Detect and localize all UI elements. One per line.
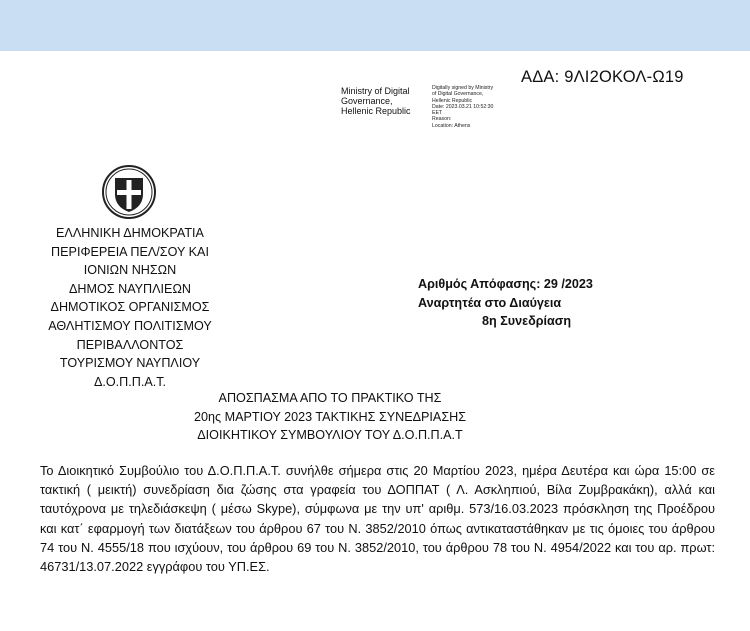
decision-posting: Αναρτητέα στο Διαύγεια (418, 295, 562, 310)
greek-coat-of-arms-icon (101, 164, 157, 220)
ada-code: ΑΔΑ: 9ΛΙ2ΟΚΟΛ-Ω19 (521, 68, 684, 86)
signer-line: Governance, (341, 96, 393, 106)
signature-detail-line: of Digital Governance, (432, 91, 484, 98)
decision-number: Αριθμός Απόφασης: 29 /2023 (418, 277, 593, 291)
issuer-line: ΠΕΡΙΒΑΛΛΟΝΤΟΣ (76, 337, 184, 352)
viewer-top-bar (0, 0, 750, 51)
signature-detail-line: Location: Athens (432, 122, 471, 129)
signature-detail-line: Hellenic Republic (432, 97, 473, 104)
title-line: ΑΠΟΣΠΑΣΜΑ ΑΠΟ ΤΟ ΠΡΑΚΤΙΚΟ ΤΗΣ (218, 391, 442, 405)
title-line: ΔΙΟΙΚΗΤΙΚΟΥ ΣΥΜΒΟΥΛΙΟΥ ΤΟΥ Δ.Ο.Π.Π.Α.Τ (197, 428, 463, 442)
signature-detail-line: EET (432, 110, 443, 117)
signature-detail-line: Date: 2023.03.21 10:52:30 (432, 103, 494, 110)
issuer-line: ΠΕΡΙΦΕΡΕΙΑ ΠΕΛ/ΣΟΥ ΚΑΙ (51, 244, 209, 259)
issuer-line: ΤΟΥΡΙΣΜΟΥ ΝΑΥΠΛΙΟΥ (59, 356, 201, 371)
issuer-line: ΙΟΝΙΩΝ ΝΗΣΩΝ (83, 263, 177, 278)
issuer-line: ΑΘΛΗΤΙΣΜΟΥ ΠΟΛΙΤΙΣΜΟΥ (48, 318, 212, 333)
title-line: 20ης ΜΑΡΤΙΟΥ 2023 ΤΑΚΤΙΚΗΣ ΣΥΝΕΔΡΙΑΣΗΣ (194, 409, 466, 424)
decision-info (418, 275, 593, 331)
signer-line: Ministry of Digital (341, 86, 410, 96)
issuer-line: ΕΛΛΗΝΙΚΗ ΔΗΜΟΚΡΑΤΙΑ (56, 226, 204, 240)
digital-signature-details (432, 85, 493, 129)
signature-detail-line: Digitally signed by Ministry (432, 85, 494, 91)
document-title (130, 389, 530, 445)
body-paragraph: Το Διοικητικό Συμβούλιο του Δ.Ο.Π.Π.Α.Τ. συνήλθε σήμερα στις 20 Μαρτίου 2023, ημέρα Δευτέρα και ώρα 15:00 σε τακτική ( μεικτή) συνεδρίαση δια ζώσης στα γραφεία του ΔΟΠΠΑΤ ( Λ. Ασκληπιού, Βίλα Ζυμβρακάκη), αλλά και ταυτόχρονα με τηλεδιάσκεψη ( μέσω Skype), σύμφωνα με την υπ' αριθμ. 573/16.03.2023 πρόσκληση της Προέδρου και κατ΄ εφαρμογή των διατάξεων του άρθρου 67 του Ν. 3852/2010 όπως αντικαταστάθηκαν με τις όμοιες του άρθρου 74 του Ν. 4555/18 που ισχύουν, του άρθρου 69 του Ν. 3852/2010, του άρθρου 78 του Ν. 4954/2022 και του αρ. πρωτ: 46731/13.07.2022 εγγράφου του ΥΠ.ΕΣ. (40, 463, 715, 575)
signature-detail-line: Reason: (432, 116, 452, 123)
digital-signature-signer (341, 86, 411, 116)
signer-line: Hellenic Republic (341, 106, 411, 116)
issuer-block (40, 224, 220, 391)
issuer-line: ΔΗΜΟΣ ΝΑΥΠΛΙΕΩΝ (69, 281, 191, 296)
decision-session: 8η Συνεδρίαση (482, 314, 572, 328)
issuer-line: Δ.Ο.Π.Π.Α.Τ. (93, 374, 167, 389)
issuer-line: ΔΗΜΟΤΙΚΟΣ ΟΡΓΑΝΙΣΜΟΣ (50, 300, 210, 315)
